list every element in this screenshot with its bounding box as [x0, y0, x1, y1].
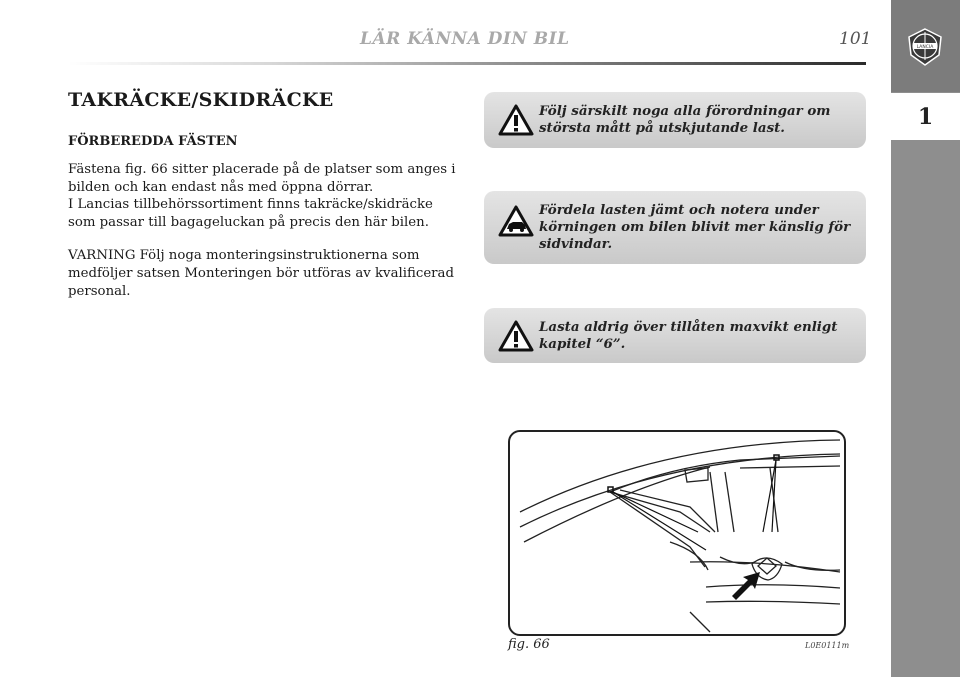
warning-triangle-icon [498, 320, 534, 352]
body-paragraph: Fästena fig. 66 sitter placerade på de platser som anges i bilden och kan endast nås med öppna dörrar. [68, 162, 456, 195]
warning-text: Lasta aldrig över tillåten maxvikt enligt kapitel “6”. [539, 319, 838, 352]
warning-box [484, 92, 866, 148]
logo-wordmark: LANCIA [916, 45, 934, 50]
warning-box [484, 308, 866, 363]
section-subtitle: FÖRBEREDDA FÄSTEN [68, 134, 238, 149]
header-rule [68, 62, 866, 65]
body-paragraph: VARNING Följ noga monteringsinstruktionerna som medföljer satsen Monteringen bör utföras av kvalificerad personal. [68, 248, 454, 299]
figure-roof-rack-mounts [508, 430, 846, 636]
chapter-sidebar [891, 0, 960, 677]
figure-code: L0E0111m [805, 641, 850, 650]
figure-caption: fig. 66 [508, 637, 550, 652]
page-number: 101 [839, 29, 872, 49]
car-warning-icon [498, 205, 534, 237]
lancia-logo-icon [906, 27, 944, 67]
warning-triangle-icon [498, 104, 534, 136]
section-title: TAKRÄCKE/SKIDRÄCKE [68, 89, 334, 111]
body-paragraph: I Lancias tillbehörssortiment finns takräcke/skidräcke som passar till bagageluckan på precis den här bilen. [68, 197, 433, 230]
warning-text: Fördela lasten jämt och notera under körningen om bilen blivit mer känslig för sidvindar. [539, 202, 851, 252]
warning-box [484, 191, 866, 264]
running-header-title: LÄR KÄNNA DIN BIL [360, 29, 570, 49]
car-roof-illustration [510, 432, 844, 634]
logo-area [891, 0, 960, 92]
warning-text: Följ särskilt noga alla förordningar om största mått på utskjutande last. [539, 103, 831, 136]
chapter-tab[interactable]: 1 [891, 93, 960, 140]
